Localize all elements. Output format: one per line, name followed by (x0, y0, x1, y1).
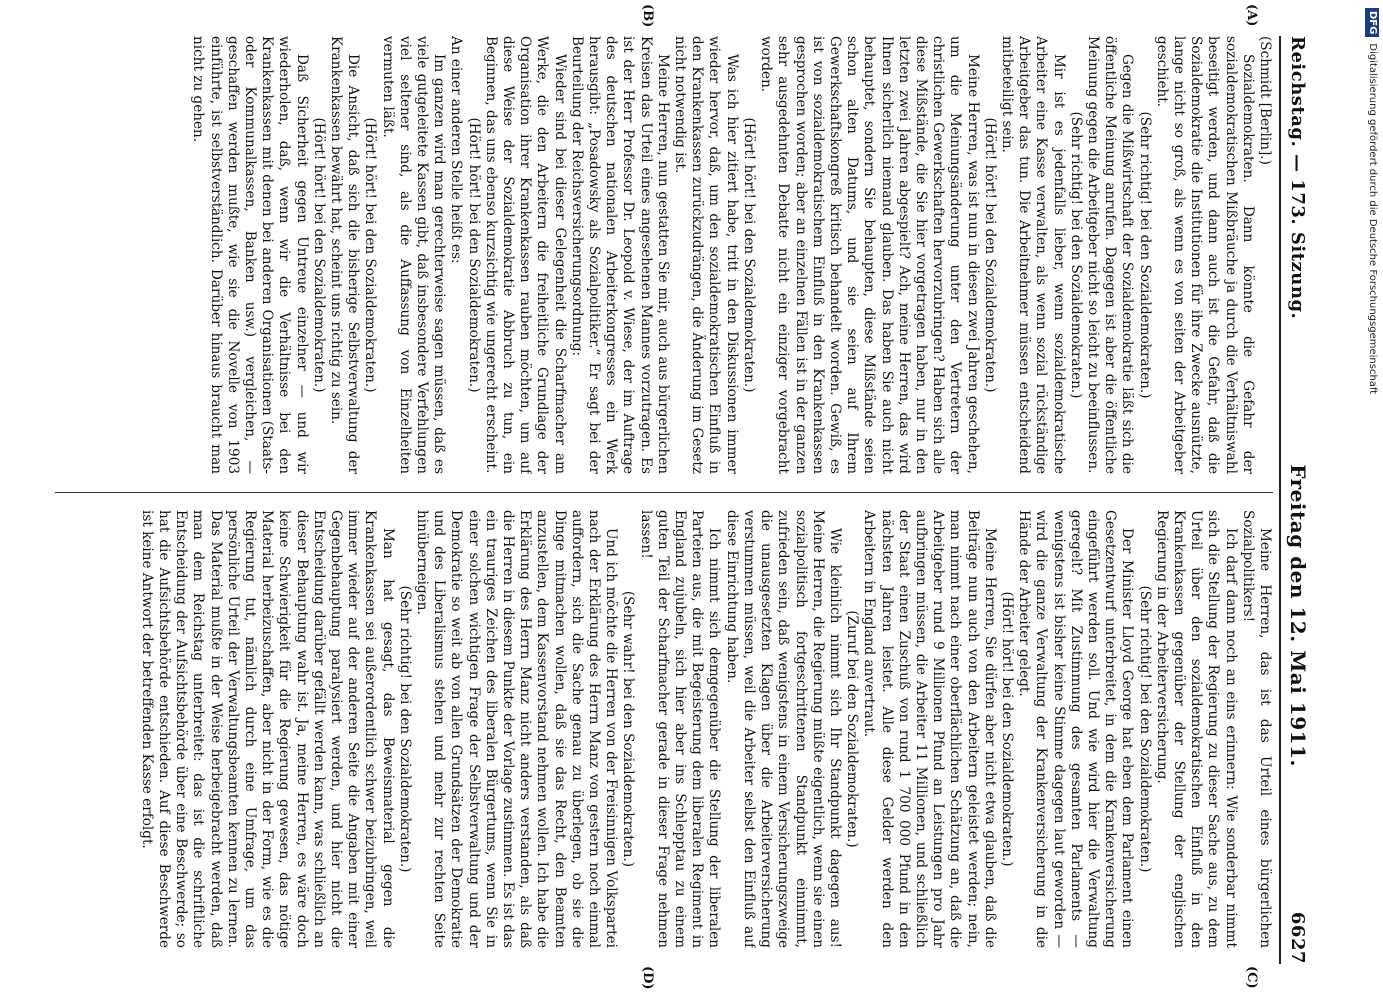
interjection: (Sehr richtig! bei den Sozialdemokraten.) (1136, 585, 1153, 873)
interjection: (Sehr wahr! bei den Sozialdemokraten.) (620, 590, 637, 868)
document-page (15, 0, 1355, 1000)
margin-marker-b: (B) (640, 4, 655, 28)
paragraph: Meine Herren, Sie dürfen aber nicht etwa glauben, daß die Beiträge nun auch von den Arbeitern geleistet werden; nein, man nimmt nach einer oberflächlichen Schätzung an, daß die Arbeitgeber rund 9 Millionen Pfund an Leistungen pro Jahr aufbringen müssen, die Arbeiter 11 Millionen, und schließlich der Staat einen Zuschuß von rund 1 700 000 Pfund in den nächsten Jahren leistet. Alle diese Gelder werden den Arbeitern in England anvertraut. (861, 510, 998, 948)
interjection: (Zuruf bei den Sozialdemokraten.) (844, 610, 861, 848)
interjection: (Hört! hört! bei den Sozialdemokraten.) (465, 117, 482, 393)
interjection: (Hört! hört! bei den Sozialdemokraten.) (981, 117, 998, 393)
paragraph: Gegen die Mißwirtschaft der Sozialdemokratie läßt sich die öffentliche Meinung anrufen. Dagegen ist aber die öffentliche Meinung gegen die Arbeitgeber nicht so leicht zu beeinflussen. (1084, 36, 1136, 474)
paragraph: Was ich hier zitiert habe, tritt in den Diskussionen immer wieder hervor, daß, um den sozialdemokratischen Einfluß in den Krankenkassen zurückzudrängen, die Änderung im Gesetz nicht notwendig ist. (672, 36, 740, 474)
paragraph: An einer anderen Stelle heißt es: (448, 36, 465, 264)
paragraph: Der Minister Lloyd George hat eben dem Parlament einen Gesetzentwurf unterbreitet, in dem die Krankenversicherung eingeführt werden soll. Und wie wird hier die Verwaltung geregelt? Mit Zustimmung des gesamten Parlaments — wenigstens ist bisher keine Stimme dagegen laut geworden — wird die ganze Verwaltung der Krankenversicherung in die Hände der Arbeiter gelegt. (1016, 510, 1136, 948)
right-text-column (55, 510, 1273, 948)
paragraph: Sozialdemokraten. Dann könnte die Gefahr der sozialdemokratischen Mißbräuche ja durch die Verhältniswahl beseitigt werden, und dann auch ist die Gefahr, daß die Sozialdemokratie die Institutionen für ihre Zwecke ausnützte, lange nicht so groß, als wenn es von seiten der Arbeitgeber geschieht. (1153, 36, 1256, 474)
page-number: 6627 (1287, 911, 1309, 964)
paragraph: Daß Sicherheit gegen Untreue einzelner — und wir wiederholen, daß, wenn wir die Verhältnisse bei den Krankenkassen mit denen bei anderen Organisationen (Staats- oder Kommunalkassen, Banken usw.) vergleichen, — geschaffen werden mußte, wie sie die Novelle von 1903 einführte, ist selbstverständlich. Darüber hinaus braucht man nicht zu gehen. (190, 36, 310, 474)
paragraph: (Schmidt [Berlin].) (1257, 36, 1273, 165)
paragraph: Die Ansicht, daß sich die bisherige Selbstverwaltung der Krankenkassen bewährt hat, scheint uns richtig zu sein. (328, 36, 362, 474)
paragraph: Wieder sind bei dieser Gelegenheit die Scharfmacher am Werke, die den Arbeitern die freiheitliche Grundlage der Organisation ihrer Krankenkassen rauben möchten, um auf diese Weise der Sozialdemokratie Abbruch zu tun, ein Beginnen, das uns ebenso kurzsichtig wie ungerecht erscheint. (482, 36, 568, 474)
left-text-column (55, 36, 1273, 474)
paragraph: Meine Herren, das ist das Urteil eines bürgerlichen Sozialpolitikers! (1239, 510, 1273, 948)
paragraph: Meine Herren, was ist nun in diesen zwei Jahren geschehen, um die Meinungsänderung unter den Vertretern der christlichen Gewerkschaften hervorzubringen? Haben sich alle diese Mißstände, die Sie hier vorgetragen haben, nur in den letzten zwei Jahren abgespielt? Ach, meine Herren, das wird Ihnen sicherlich niemand glauben. Das haben Sie auch nicht behauptet, sondern Sie behaupten, diese Mißstände seien schon alten Datums, und sie seien auf Ihrem Gewerkschaftskongreß kritisch behandelt worden. Gewiß, es ist von sozialdemokratischem Einfluß in den Krankenkassen gesprochen worden; aber an einzelnen Fällen ist in der ganzen sehr ausgedehnten Debatte nicht ein einziger vorgebracht worden. (758, 36, 981, 474)
interjection: (Hört! hört! bei den Sozialdemokraten.) (998, 591, 1015, 867)
header-left: Reichstag. — 173. Sitzung. (1287, 36, 1309, 320)
column-divider (55, 492, 1273, 493)
interjection: (Sehr richtig! bei den Sozialdemokraten.) (1067, 111, 1084, 399)
interjection: (Sehr richtig! bei den Sozialdemokraten.) (396, 585, 413, 873)
paragraph: Und ich möchte die Herren von der Freisinnigen Volkspartei nach der Erklärung des Herrn Manz von gestern noch einmal auffordern, sich die Sache genau zu überlegen, ob sie die Dinge mitmachen wollen, daß sie das Recht, den Beamten anzustellen, dem Kassenvorstand nehmen wollen. Ich habe die Erklärung des Herrn Manz nicht anders verstanden, als daß die Herren in diesem Punkte der Vorlage zustimmen. Es ist das ein trauriges Zeichen des liberalen Bürgertums, wenn Sie in einer solchen wichtigen Frage der Selbstverwaltung und der Demokratie so weit ab von allen Grundsätzen der Demokratie und des Liberalismus stehen und mehr zur rechten Seite hinüberneigen. (414, 510, 620, 948)
interjection: (Hört! hört! bei den Sozialdemokraten.) (362, 117, 379, 393)
interjection: (Hört! hört! bei den Sozialdemokraten.) (740, 117, 757, 393)
paragraph: Ich nimmt sich demgegenüber die Stellung der liberalen Parteien aus, die mit Begeisterung dem liberalen Regiment in England zujubeln, sich hier aber ins Schlepptau zu einem guten Teil der Scharfmacher gerade in dieser Frage nehmen lassen! (637, 510, 723, 948)
paragraph: Man hat gesagt, das Beweismaterial gegen die Krankenkassen sei außerordentlich schwer beizubringen, weil immer wieder auf der anderen Seite die Angaben mit einer Gegenbehauptung paralysiert werden, und hier nicht die Entscheidung darüber gefällt werden kann, was schließlich an dieser Behauptung wahr ist. Ja, meine Herren, es wäre doch keine Schwierigkeit für die Regierung gewesen, das nötige Material herbeizuschaffen, aber nicht in der Form, wie es die Regierung tut, nämlich durch eine Umfrage, um das persönliche Urteil der Verwaltungsbeamten kennen zu lernen. Das Material mußte in der Weise herbeigebracht werden, daß man dem Reichstag unterbreitet: das ist die schriftliche Entscheidung der Aufsichtsbehörde über eine Beschwerde; so hat die Aufsichtsbehörde entschieden. Auf diese Beschwerde ist keine Antwort der betreffenden Kasse erfolgt. (138, 510, 396, 948)
page-header (1279, 36, 1315, 964)
paragraph: Im ganzen wird man gerechterweise sagen müssen, daß es viele gutgeleitete Kassen gibt, daß insbesondere Verfehlungen viel seltener sind, als die Auffassung von Einzelheiten vermuten läßt. (379, 36, 448, 474)
paragraph: Mir ist es jedenfalls lieber, wenn sozialdemokratische Arbeiter eine Kasse verwalten, als wenn sozial rückständige Arbeitgeber das tun. Die Arbeitnehmer müssen entscheidend mitbeteiligt sein. (998, 36, 1067, 474)
margin-marker-a: (A) (1244, 4, 1259, 27)
digitization-credit (1365, 8, 1379, 988)
paragraph: Ich darf dann noch an eins erinnern: Wie sonderbar nimmt sich die Stellung der Regierung zu dieser Sache aus, zu dem Urteil über den sozialdemokratischen Einfluß in den Krankenkassen gegenüber der Stellung der englischen Regierung in der Arbeiterversicherung. (1153, 510, 1239, 948)
credit-text: Digitalisierung gefördert durch die Deutsche Forschungsgemeinschaft (1367, 43, 1378, 395)
interjection: (Hört! hört! bei den Sozialdemokraten.) (310, 117, 327, 393)
margin-marker-d: (D) (640, 966, 655, 990)
paragraph: Meine Herren, nun gestatten Sie mir, auch aus bürgerlichen Kreisen das Urteil eines angesehenen Mannes vorzutragen. Es ist der Herr Professor Dr. Leopold v. Wiese, der im Auftrage des deutschen nationalen Arbeiterkongresses ein Werk herausgibt: „Posadowsky als Sozialpolitiker.“ Er sagt bei der Beurteilung der Reichsversicherungsordnung: (568, 36, 671, 474)
paragraph: Wie kleinlich nimmt sich Ihr Standpunkt dagegen aus! Meine Herren, die Regierung müßte eigentlich, wenn sie einen sozialpolitisch fortgeschrittenen Standpunkt einnimmt, zufrieden sein, daß wenigstens in einem Versicherungszweige die unausgesetzten Klagen über die Arbeiterversicherung verstummen müssen, weil die Arbeiter selbst den Einfluß auf diese Einrichtung haben. (723, 510, 843, 948)
header-date: Freitag den 12. Mai 1911. (1286, 464, 1310, 767)
interjection: (Sehr richtig! bei den Sozialdemokraten.) (1136, 111, 1153, 399)
dfg-logo: DFG (1365, 8, 1379, 37)
margin-marker-c: (C) (1244, 966, 1259, 989)
